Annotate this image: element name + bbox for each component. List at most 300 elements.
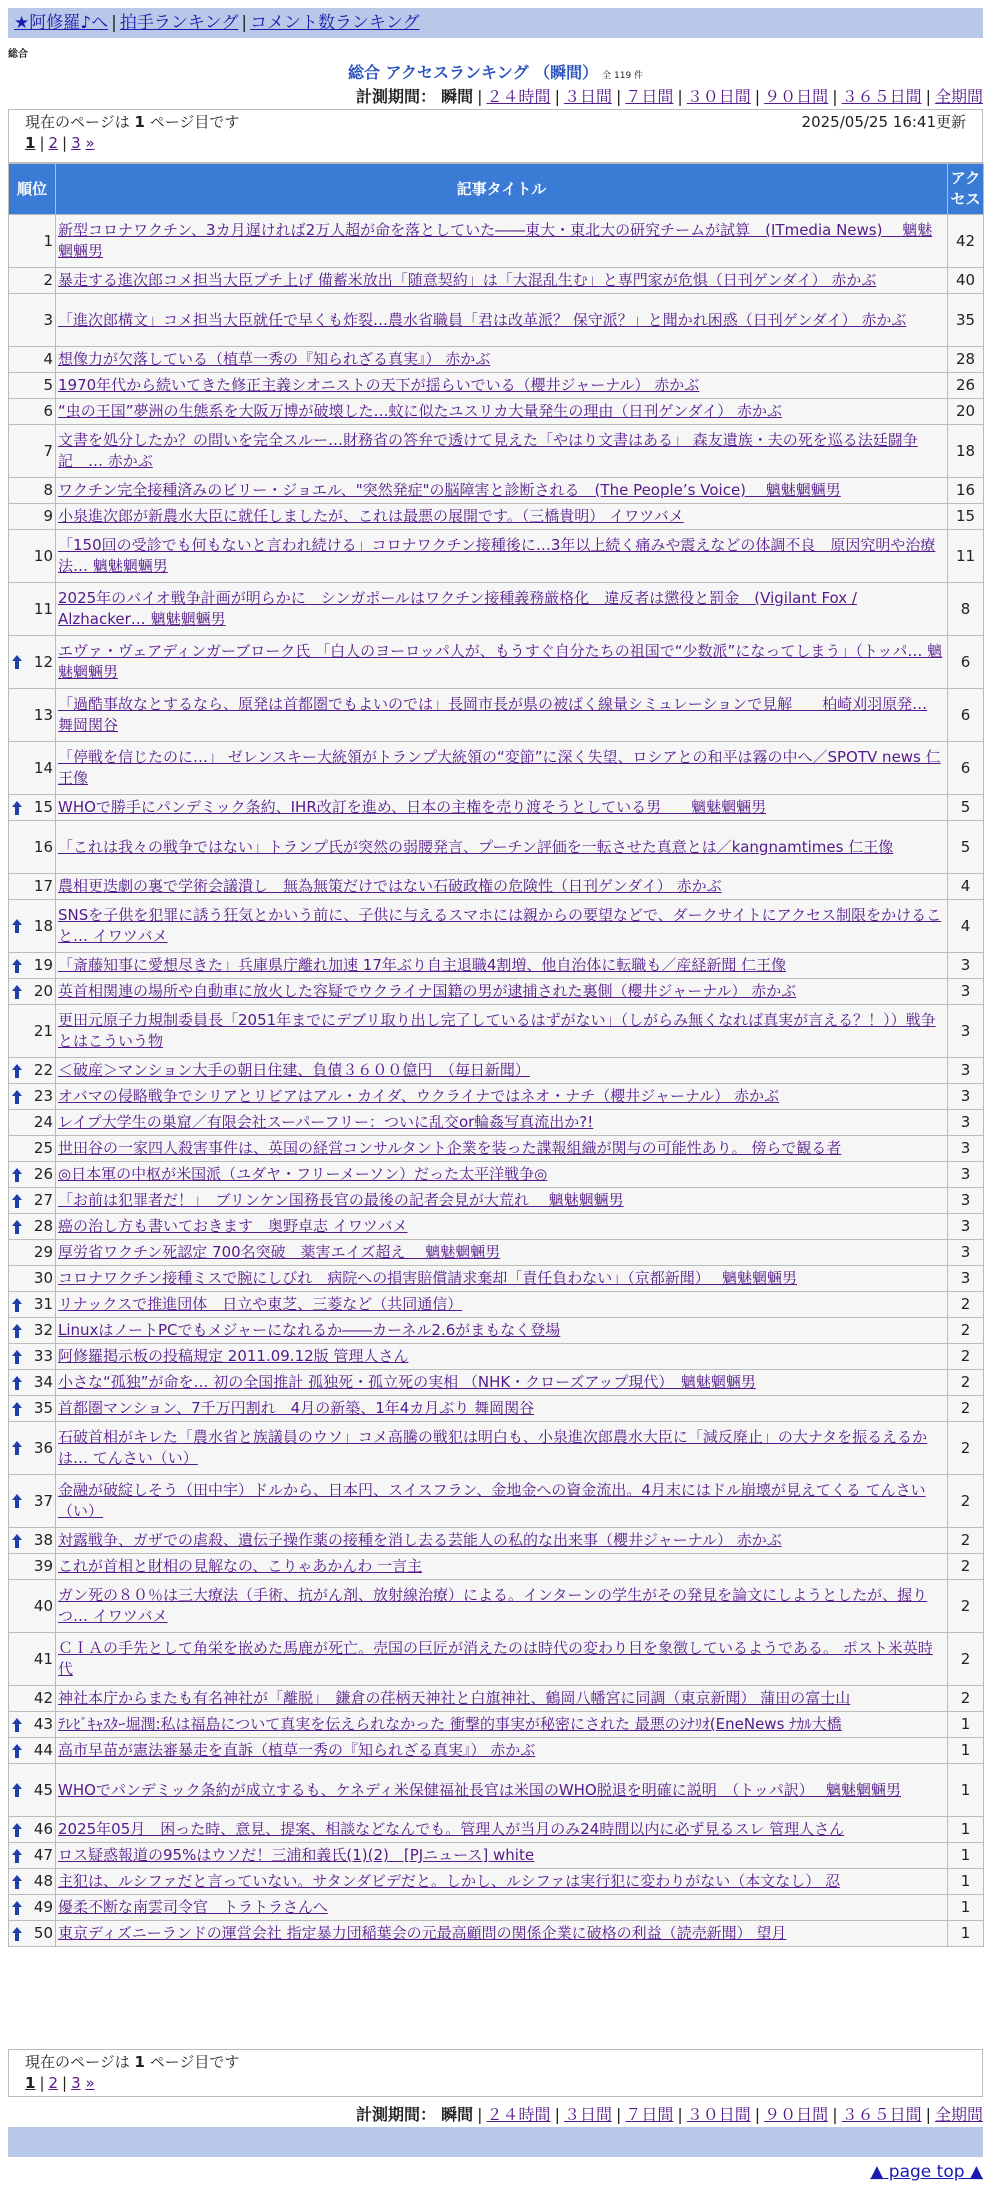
table-row [9,795,984,821]
period-link-3d[interactable]: ３日間 [563,2105,612,2124]
rank-up-arrow-icon [11,1743,23,1759]
ranking-title-text: 総合 アクセスランキング （瞬間） [347,63,599,82]
rank-cell [9,294,56,347]
rank-up-arrow-icon [11,918,23,934]
rank-cell [9,425,56,478]
table-row [9,1370,984,1396]
access-count: 26 [948,373,984,399]
title-cell [56,215,948,268]
rank-cell [9,1921,56,1947]
table-row [9,1580,984,1633]
rank-cell [9,1396,56,1422]
access-count: 6 [948,742,984,795]
rank-number: 49 [33,1898,53,1916]
current-page-text-bottom: 現在のページは 1 ページ目です [25,2053,240,2071]
access-count: 1 [948,1738,984,1764]
rank-cell [9,1633,56,1686]
article-link[interactable]: 更田元原子力規制委員長「2051年までにデブリ取り出し完了しているはずがない」（しがらみ無くなれば真実が言える？！））戦争とはこういう物 [58,1011,936,1050]
title-cell [56,821,948,874]
title-cell [56,979,948,1005]
nav-separator: | [111,13,117,33]
table-row [9,1554,984,1580]
access-count: 3 [948,953,984,979]
access-count: 2 [948,1396,984,1422]
table-row [9,504,984,530]
article-link[interactable]: 神社本庁からまたも有名神社が「離脱」 鎌倉の荏柄天神社と白旗神社、鶴岡八幡宮に同調（東京新聞） 蒲田の富士山 [58,1689,851,1707]
rank-cell [9,1162,56,1188]
rank-up-arrow-icon [11,1219,23,1235]
table-row [9,1895,984,1921]
rank-up-arrow-icon [11,1167,23,1183]
rank-number: 25 [33,1139,53,1157]
updated-timestamp: 2025/05/25 16:41更新 [801,113,966,131]
access-count: 1 [948,1921,984,1947]
period-link-all[interactable]: 全期間 [934,87,983,106]
table-row [9,1869,984,1895]
rank-up-arrow-icon [11,1401,23,1417]
table-row [9,1136,984,1162]
period-link-365d[interactable]: ３６５日間 [841,2105,922,2124]
title-cell [56,1058,948,1084]
article-link[interactable]: 「過酷事故なとするなら、原発は首都圏でもよいのでは」長岡市長が県の被ばく線量シミュレーションで見解 柏崎刈羽原発… 舞岡関谷 [58,695,928,734]
period-link-90d[interactable]: ９０日間 [764,2105,829,2124]
table-row [9,1162,984,1188]
table-row [9,347,984,373]
table-row [9,979,984,1005]
article-link[interactable]: レイプ大学生の巣窟／有限会社スーパーフリー：ついに乱交or輪姦写真流出か?! [58,1113,594,1131]
rank-number: 19 [33,956,53,974]
rank-number: 27 [33,1191,53,1209]
access-count: 35 [948,294,984,347]
page-top-link[interactable]: ▲ page top ▲ [870,2162,983,2182]
table-row [9,1764,984,1817]
pager-link-2[interactable]: 2 [48,2074,59,2092]
article-link[interactable]: 「斎藤知事に愛想尽きた」兵庫県庁離れ加速 17年ぶり自主退職4割増、他自治体に転職も／産経新聞 仁王像 [58,956,787,974]
access-count: 18 [948,425,984,478]
title-cell [56,1318,948,1344]
access-count: 1 [948,1869,984,1895]
rank-cell [9,1266,56,1292]
rank-number: 29 [33,1243,53,1261]
article-link[interactable]: 「150回の受診でも何もないと言われ続ける」コロナワクチン接種後に…3年以上続く痛みや震えなどの体調不良 原因究明や治療法… 魑魅魍魎男 [58,536,936,575]
table-row [9,1188,984,1214]
rank-number: 2 [43,271,53,289]
article-link[interactable]: 想像力が欠落している（植草一秀の『知られざる真実』） 赤かぶ [58,350,491,368]
rank-up-arrow-icon [11,1782,23,1798]
rank-cell [9,1869,56,1895]
access-count: 2 [948,1422,984,1475]
article-link[interactable]: 対露戦争、ガザでの虐殺、遺伝子操作薬の接種を消し去る芸能人の私的な出来事（櫻井ジャーナル） 赤かぶ [58,1531,782,1549]
rank-cell [9,1136,56,1162]
rank-up-arrow-icon [11,1717,23,1733]
rank-cell [9,1084,56,1110]
period-current: 瞬間 [441,87,474,106]
rank-up-arrow-icon [11,800,23,816]
title-cell [56,1214,948,1240]
rank-number: 33 [33,1347,53,1365]
period-link-30d[interactable]: ３０日間 [686,87,751,106]
title-cell [56,583,948,636]
article-link[interactable]: エヴァ・ヴェアディンガーブローク氏 「白人のヨーロッパ人が、もうすぐ自分たちの祖国で“少数派”になってしまう」（トッパ… 魑魅魍魎男 [58,642,943,681]
access-count: 3 [948,1240,984,1266]
period-selector-top: 計測期間： 瞬間 | ２４時間 | ３日間 | ７日間 | ３０日間 | ９０日間 | ３６５日間 | 全期間 [356,87,983,106]
rank-up-arrow-icon [11,1874,23,1890]
table-row [9,1396,984,1422]
rank-cell [9,821,56,874]
title-cell [56,1396,948,1422]
rank-number: 14 [33,758,53,777]
rank-number: 41 [33,1649,53,1668]
table-row [9,530,984,583]
asyura-home-link[interactable]: ★阿修羅♪へ [14,13,109,33]
article-link[interactable]: ガン死の８０％は三大療法（手術、抗がん剤、放射線治療）による。インターンの学生がその発見を論文にしようとしたが、握りつ… イワツバメ [58,1586,928,1625]
title-cell [56,1005,948,1058]
rank-number: 22 [33,1061,53,1079]
article-link[interactable]: 暴走する進次郎コメ担当大臣プチ上げ 備蓄米放出「随意契約」は「大混乱生む」と専門家が危惧（日刊ゲンダイ） 赤かぶ [58,271,877,289]
pager-current: 1 [25,134,36,152]
period-label: 計測期間： [356,87,437,106]
period-link-90d[interactable]: ９０日間 [764,87,829,106]
period-link-30d[interactable]: ３０日間 [686,2105,751,2124]
category-label: 総合 [8,49,28,60]
rank-number: 42 [33,1689,53,1707]
article-link[interactable]: 「これは我々の戦争ではない」トランプ氏が突然の弱腰発言、プーチン評価を一転させた真意とは／kangnamtimes 仁王像 [58,837,894,856]
access-count: 2 [948,1475,984,1528]
table-row [9,1686,984,1712]
title-cell [56,399,948,425]
rank-cell [9,795,56,821]
header-rank: 順位 [9,164,56,215]
access-count: 2 [948,1344,984,1370]
rank-up-arrow-icon [11,1900,23,1916]
article-link[interactable]: 農相更迭劇の裏で学術会議潰し 無為無策だけではない石破政権の危険性（日刊ゲンダイ） 赤かぶ [58,877,722,895]
title-cell [56,1266,948,1292]
title-cell [56,1895,948,1921]
access-count: 1 [948,1843,984,1869]
rank-cell [9,1370,56,1396]
table-row [9,1214,984,1240]
rank-cell [9,583,56,636]
rank-cell [9,268,56,294]
article-link[interactable]: 厚労省ワクチン死認定 700名突破 薬害エイズ超え 魑魅魍魎男 [58,1243,501,1261]
rank-cell [9,215,56,268]
article-link[interactable]: 文書を処分したか？の問いを完全スルー…財務省の答弁で透けて見えた「やはり文書はある」 森友遺族・夫の死を巡る法廷闘争記 … 赤かぶ [58,431,918,470]
rank-number: 26 [33,1165,53,1183]
title-cell [56,1422,948,1475]
table-row [9,1344,984,1370]
article-link[interactable]: 「進次郎構文」コメ担当大臣就任で早くも炸裂…農水省職員「君は改革派？ 保守派？」と聞かれ困惑（日刊ゲンダイ） 赤かぶ [58,310,907,329]
rank-number: 40 [33,1596,53,1615]
ranking-table [8,163,984,1947]
rank-number: 24 [33,1113,53,1131]
rank-up-arrow-icon [11,1349,23,1365]
table-row [9,425,984,478]
rank-up-arrow-icon [11,958,23,974]
access-count: 3 [948,1058,984,1084]
article-link[interactable]: 小さな“孤独”が命を… 初の全国推計 孤独死・孤立死の実相 （NHK・クローズアップ現代） 魑魅魍魎男 [58,1373,756,1391]
table-row [9,689,984,742]
title-cell [56,268,948,294]
rank-number: 31 [33,1295,53,1313]
rank-number: 10 [33,546,53,565]
rank-up-arrow-icon [11,1822,23,1838]
rank-up-arrow-icon [11,1848,23,1864]
access-count: 3 [948,1162,984,1188]
rank-cell [9,1712,56,1738]
title-cell [56,1817,948,1843]
access-count: 6 [948,689,984,742]
article-link[interactable]: 高市早苗が憲法審暴走を直訴（植草一秀の『知られざる真実』） 赤かぶ [58,1741,536,1759]
rank-cell [9,1580,56,1633]
clap-ranking-link[interactable]: 拍手ランキング [119,13,239,33]
rank-up-arrow-icon [11,1375,23,1391]
access-count: 3 [948,979,984,1005]
title-cell [56,530,948,583]
rank-number: 38 [33,1531,53,1549]
table-row [9,1422,984,1475]
access-count: 2 [948,1686,984,1712]
access-count: 20 [948,399,984,425]
rank-cell [9,1764,56,1817]
access-count: 2 [948,1292,984,1318]
rank-number: 34 [33,1373,53,1391]
rank-number: 46 [33,1820,53,1838]
title-cell [56,1764,948,1817]
rank-cell [9,347,56,373]
rank-number: 32 [33,1321,53,1339]
table-row [9,742,984,795]
rank-up-arrow-icon [11,1493,23,1509]
period-link-7d[interactable]: ７日間 [625,87,674,106]
access-count: 2 [948,1370,984,1396]
article-link[interactable]: SNSを子供を犯罪に誘う狂気とかいう前に、子供に与えるスマホには親からの要望などで、ダークサイトにアクセス制限をかけること… イワツバメ [58,906,942,945]
rank-up-arrow-icon [11,1089,23,1105]
access-count: 2 [948,1580,984,1633]
article-link[interactable]: 2025年のバイオ戦争計画が明らかに シンガポールはワクチン接種義務厳格化 違反者は懲役と罰金 (Vigilant Fox / Alzhacker… 魑魅魍魎男 [58,589,857,628]
title-cell [56,1528,948,1554]
rank-number: 1 [43,231,53,250]
title-cell [56,1475,948,1528]
article-link[interactable]: 「お前は犯罪者だ！」 ブリンケン国務長官の最後の記者会見が大荒れ 魑魅魍魎男 [58,1191,624,1209]
article-link[interactable]: ＣＩＡの手先として角栄を嵌めた馬鹿が死亡。売国の巨匠が消えたのは時代の変わり目を象徴しているようである。 ポスト米英時代 [58,1639,933,1678]
rank-cell [9,530,56,583]
article-link[interactable]: これが首相と財相の見解なの、こりゃあかんわ 一言主 [58,1557,423,1575]
title-cell [56,373,948,399]
access-count: 5 [948,795,984,821]
table-row [9,1633,984,1686]
rank-number: 37 [33,1491,53,1510]
table-row [9,821,984,874]
period-selector-bottom: 計測期間： 瞬間 | ２４時間 | ３日間 | ７日間 | ３０日間 | ９０日間 | ３６５日間 | 全期間 [356,2105,983,2124]
article-link[interactable]: 石破首相がキレた「農水省と族議員のウソ」コメ高騰の戦犯は明白も、小泉進次郎農水大臣に「減反廃止」の大ナタを振るえるかは… てんさい（い） [58,1428,928,1467]
rank-cell [9,1344,56,1370]
pager-link-3[interactable]: 3 [71,134,81,152]
rank-number: 7 [43,441,53,460]
rank-number: 39 [33,1557,53,1575]
table-row [9,1712,984,1738]
rank-cell [9,504,56,530]
article-link[interactable]: 東京ディズニーランドの運営会社 指定暴力団稲葉会の元最高顧問の関係企業に破格の利益（読売新聞） 望月 [58,1924,787,1942]
title-cell [56,1738,948,1764]
access-count: 4 [948,874,984,900]
rank-up-arrow-icon [11,654,23,670]
article-link[interactable]: ﾃﾚﾋﾞｷｬｽﾀｰ堀潤:私は福島について真実を伝えられなかった 衝撃的事実が秘密にされた 最悪のｼﾅﾘｵ(EneNews ﾅｶﾙ大橋 [58,1715,842,1733]
article-link[interactable]: 新型コロナワクチン、3カ月遅ければ2万人超が命を落としていた――東大・東北大の研究チームが試算 (ITmedia News) 魑魅魍魎男 [58,221,933,260]
access-count: 3 [948,1266,984,1292]
rank-cell [9,900,56,953]
table-row [9,1058,984,1084]
table-row [9,399,984,425]
article-link[interactable]: LinuxはノートPCでもメジャーになれるか――カーネル2.6がまもなく登場 [58,1321,561,1339]
article-link[interactable]: 金融が破綻しそう（田中宇）ドルから、日本円、スイスフラン、金地金への資金流出。4月末にはドル崩壊が見えてくる てんさい（い） [58,1481,926,1520]
access-count: 40 [948,268,984,294]
table-row [9,373,984,399]
comment-ranking-link[interactable]: コメント数ランキング [250,13,420,33]
page-info-top [8,109,983,163]
period-link-7d[interactable]: ７日間 [625,2105,674,2124]
rank-number: 20 [33,982,53,1000]
rank-up-arrow-icon [11,1193,23,1209]
title-cell [56,1370,948,1396]
rank-number: 44 [33,1741,53,1759]
access-count: 8 [948,583,984,636]
rank-number: 36 [33,1438,53,1457]
rank-number: 50 [33,1924,53,1942]
table-row [9,636,984,689]
article-link[interactable]: 阿修羅掲示板の投稿規定 2011.09.12版 管理人さん [58,1347,409,1365]
article-link[interactable]: WHOでパンデミック条約が成立するも、ケネディ米保健福祉長官は米国のWHO脱退を明確に説明 （トッパ訳） 魑魅魍魎男 [58,1780,902,1799]
title-cell [56,636,948,689]
article-link[interactable]: 癌の治し方も書いておきます 奥野卓志 イワツバメ [58,1217,408,1235]
pager-link-2[interactable]: 2 [48,134,59,152]
title-cell [56,1292,948,1318]
article-link[interactable]: 優柔不断な南雲司令官 トラトラさんへ [58,1898,328,1916]
table-row [9,1084,984,1110]
article-link[interactable]: 英首相関連の場所や自動車に放火した容疑でウクライナ国籍の男が逮捕された裏側（櫻井ジャーナル） 赤かぶ [58,982,797,1000]
rank-number: 12 [33,652,53,671]
title-cell [56,294,948,347]
access-count: 3 [948,1084,984,1110]
title-cell [56,425,948,478]
page-top [870,2162,983,2182]
title-cell [56,742,948,795]
access-count: 6 [948,636,984,689]
article-link[interactable]: ワクチン完全接種済みのビリー・ジョエル、"突然発症"の脳障害と診断される (The People’s Voice) 魑魅魍魎男 [58,481,841,499]
period-link-365d[interactable]: ３６５日間 [841,87,922,106]
article-link[interactable]: “虫の王国”夢洲の生態系を大阪万博が破壊した…蚊に似たユスリカ大量発生の理由（日刊ゲンダイ） 赤かぶ [58,402,782,420]
rank-number: 48 [33,1872,53,1890]
article-link[interactable]: 小泉進次郎が新農水大臣に就任しましたが、これは最悪の展開です。（三橋貴明） イワツバメ [58,507,684,525]
access-count: 2 [948,1554,984,1580]
table-row [9,1475,984,1528]
rank-number: 23 [33,1087,53,1105]
rank-number: 43 [33,1715,53,1733]
article-link[interactable]: 世田谷の一家四人殺害事件は、英国の経営コンサルタント企業を装った諜報組織が関与の可能性あり。 傍らで観る者 [58,1139,842,1157]
rank-cell [9,742,56,795]
table-row [9,900,984,953]
article-link[interactable]: ◎日本軍の中枢が米国派（ユダヤ・フリーメーソン）だった太平洋戦争◎ [58,1165,548,1183]
article-link[interactable]: リナックスで推進団体 日立や東芝、三菱など（共同通信） [58,1295,463,1313]
table-row [9,1817,984,1843]
rank-cell [9,1843,56,1869]
title-cell [56,1188,948,1214]
table-row [9,1005,984,1058]
table-row [9,1738,984,1764]
access-count: 3 [948,1136,984,1162]
article-link[interactable]: 「停戦を信じたのに…」 ゼレンスキー大統領がトランプ大統領の“変節”に深く失望、ロシアとの和平は霧の中へ／SPOTV news 仁王像 [58,748,941,787]
article-link[interactable]: 主犯は、ルシファだと言っていない。サタンダビデだと。しかし、ルシファは実行犯に変わりがない（本文なし） 忍 [58,1872,841,1890]
article-link[interactable]: 2025年05月 困った時、意見、提案、相談などなんでも。管理人が当月のみ24時間以内に必ず見るスレ 管理人さん [58,1820,845,1838]
rank-cell [9,1188,56,1214]
article-link[interactable]: オバマの侵略戦争でシリアとリビアはアル・カイダ、ウクライナではネオ・ナチ（櫻井ジャーナル） 赤かぶ [58,1087,780,1105]
period-link-24h[interactable]: ２４時間 [486,2105,551,2124]
rank-number: 21 [33,1021,53,1040]
rank-cell [9,1005,56,1058]
article-link[interactable]: 首都圏マンション、7千万円割れ 4月の新築、1年4カ月ぶり 舞岡関谷 [58,1399,535,1417]
period-link-24h[interactable]: ２４時間 [486,87,551,106]
header-title: 記事タイトル [56,164,948,215]
page-info-bottom [8,2049,983,2097]
rank-number: 8 [43,481,53,499]
table-row [9,294,984,347]
title-cell [56,1344,948,1370]
table-row [9,1843,984,1869]
access-count: 15 [948,504,984,530]
title-cell [56,795,948,821]
title-cell [56,1162,948,1188]
article-link[interactable]: WHOで勝手にパンデミック条約、IHR改訂を進め、日本の主権を売り渡そうとしている男 魑魅魍魎男 [58,798,767,816]
pager-link-3[interactable]: 3 [71,2074,81,2092]
title-cell [56,1240,948,1266]
article-link[interactable]: ロス疑惑報道の95%はウソだ！三浦和義氏(1)(2) [PJニュース] white [58,1846,535,1864]
ranking-title [0,60,991,83]
access-count: 2 [948,1528,984,1554]
title-cell [56,1136,948,1162]
title-cell [56,1686,948,1712]
header-access: アクセス [948,164,984,215]
table-row [9,268,984,294]
pager-next[interactable]: » [85,2074,95,2092]
period-link-all[interactable]: 全期間 [934,2105,983,2124]
rank-cell [9,1318,56,1344]
table-row [9,1528,984,1554]
rank-up-arrow-icon [11,1533,23,1549]
rank-number: 13 [33,705,53,724]
article-link[interactable]: コロナワクチン接種ミスで腕にしびれ 病院への損害賠償請求棄却「責任負わない」（京都新聞） 魑魅魍魎男 [58,1269,798,1287]
access-count: 3 [948,1214,984,1240]
access-count: 1 [948,1817,984,1843]
access-count: 16 [948,478,984,504]
rank-up-arrow-icon [11,1440,23,1456]
access-count: 4 [948,900,984,953]
table-row [9,583,984,636]
title-cell [56,1110,948,1136]
title-cell [56,1712,948,1738]
access-count: 1 [948,1712,984,1738]
title-cell [56,1869,948,1895]
article-link[interactable]: 1970年代から続いてきた修正主義シオニストの天下が揺らいでいる（櫻井ジャーナル） 赤かぶ [58,376,700,394]
article-link[interactable]: ＜破産＞マンション大手の朝日住建、負債３６００億円 （毎日新聞） [58,1061,530,1079]
pager-next[interactable]: » [85,134,95,152]
period-link-3d[interactable]: ３日間 [563,87,612,106]
access-count: 2 [948,1318,984,1344]
current-page-text: 現在のページは 1 ページ目です [25,113,240,131]
rank-cell [9,373,56,399]
table-row [9,1240,984,1266]
rank-cell [9,979,56,1005]
rank-cell [9,1058,56,1084]
table-row [9,1318,984,1344]
